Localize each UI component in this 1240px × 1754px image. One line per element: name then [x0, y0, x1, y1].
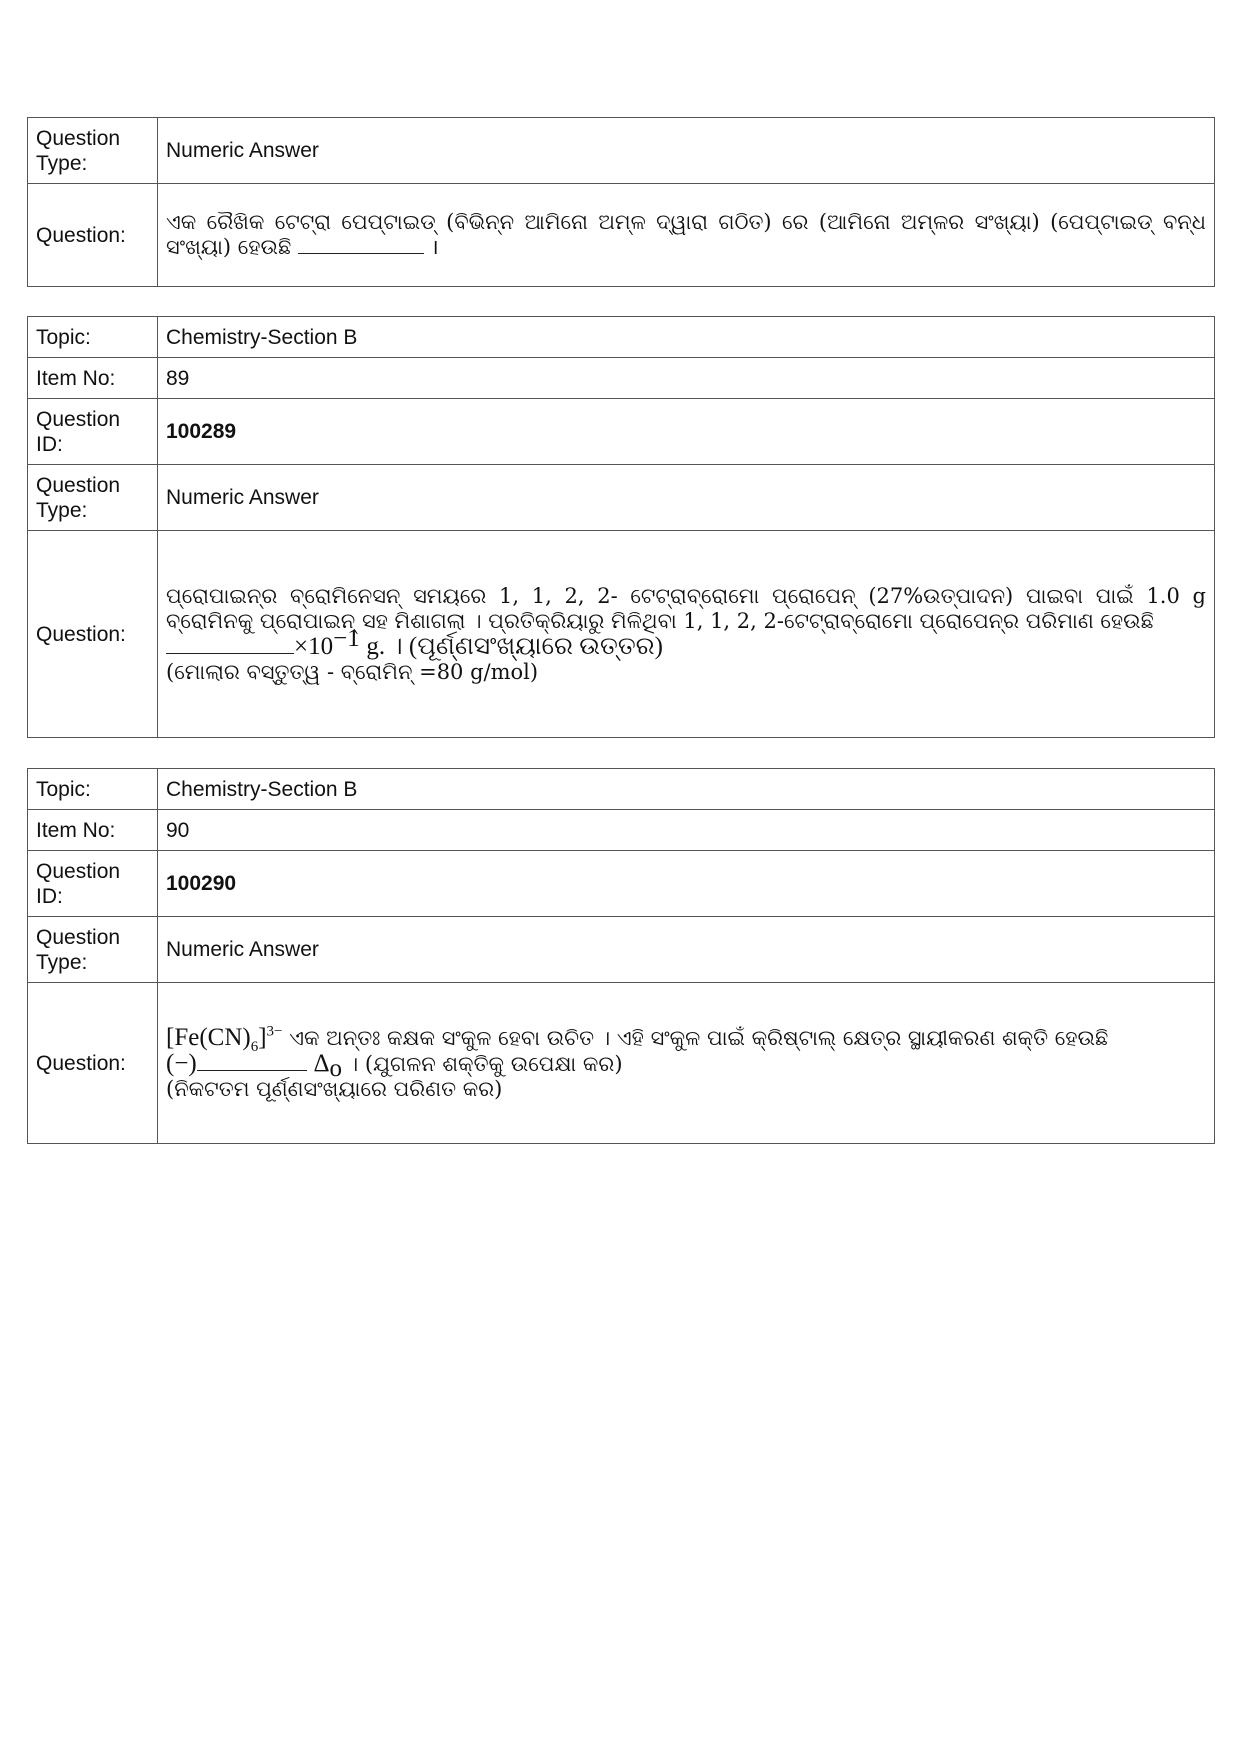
question-id-value: 100289 [158, 399, 1215, 465]
question-type-label: Question Type: [28, 465, 158, 531]
answer-blank [197, 1052, 307, 1071]
minus-sign: (−) [166, 1049, 197, 1077]
delta-subscript: o [329, 1054, 343, 1082]
question-id-row [28, 399, 1215, 465]
question-line-2 [166, 1049, 1206, 1082]
times-ten: ×10 [294, 632, 334, 660]
question-type-row [28, 917, 1215, 983]
question-text-cell [158, 983, 1215, 1144]
question-text: ଏକ ରୈଖିକ ଟେଟ୍ରା ପେପ୍‌ଟାଇଡ୍ (ବିଭିନ୍ନ ଆମିନୋ ଅମ୍ଳ ଦ୍ୱାରା ଗଠିତ) ରେ (ଆମିନୋ ଅମ୍ଳର ସଂଖ୍ୟା) (ପେପ୍‌ଟାଇଡ୍ ବନ୍ଧ ସଂଖ୍ୟା) ହେଉଛି [166, 210, 1206, 259]
question-text-cell [158, 184, 1215, 287]
answer-blank [166, 635, 294, 654]
question-type-row [28, 465, 1215, 531]
topic-label: Topic: [28, 317, 158, 358]
question-type-label: Question Type: [28, 118, 158, 184]
question-row [28, 184, 1215, 287]
exponent: −1 [333, 624, 360, 652]
answer-blank [298, 235, 424, 254]
question-line-2 [166, 624, 1206, 660]
question-label: Question: [28, 184, 158, 287]
formula-charge: 3− [266, 1023, 283, 1040]
question-id-row [28, 851, 1215, 917]
item-no-label: Item No: [28, 810, 158, 851]
question-block-3 [27, 768, 1215, 1144]
question-line-1 [166, 1023, 1206, 1055]
topic-label: Topic: [28, 769, 158, 810]
topic-value: Chemistry-Section B [158, 317, 1215, 358]
question-type-value: Numeric Answer [158, 465, 1215, 531]
item-no-value: 89 [158, 358, 1215, 399]
unit-text: g. । (ପୂର୍ଣ୍ଣସଂଖ୍ୟାରେ ଉତ୍ତର) [366, 632, 663, 660]
question-type-label: Question Type: [28, 917, 158, 983]
question-row [28, 531, 1215, 738]
question-block-1 [27, 117, 1215, 287]
question-text: ଏକ ଅନ୍ତଃ କକ୍ଷକ ସଂକୁଳ ହେବା ଉଚିତ । ଏହି ସଂକୁଳ ପାଇଁ କ୍ରିଷ୍ଟାଲ୍ କ୍ଷେତ୍ର ସ୍ଥାୟୀକରଣ ଶକ୍ତି ହେଉଛି [289, 1025, 1109, 1050]
question-end: । [430, 235, 439, 259]
question-id-label: Question ID: [28, 399, 158, 465]
question-line-3 [166, 1077, 1206, 1102]
formula-subscript: 6 [250, 1038, 259, 1055]
topic-row [28, 769, 1215, 810]
item-no-value: 90 [158, 810, 1215, 851]
item-no-label: Item No: [28, 358, 158, 399]
complex-formula [166, 1023, 283, 1055]
question-label: Question: [28, 983, 158, 1144]
question-id-label: Question ID: [28, 851, 158, 917]
delta-symbol: Δ [313, 1049, 330, 1077]
question-row [28, 983, 1215, 1144]
question-type-value: Numeric Answer [158, 118, 1215, 184]
question-line-1 [166, 584, 1206, 634]
question-line-3 [166, 660, 1206, 685]
question-type-row [28, 118, 1215, 184]
item-no-row [28, 358, 1215, 399]
question-id-value: 100290 [158, 851, 1215, 917]
item-no-row [28, 810, 1215, 851]
question-text-cell [158, 531, 1215, 738]
formula-close: ] [258, 1023, 267, 1051]
question-block-2 [27, 316, 1215, 738]
pairing-note: । (ଯୁଗଳନ ଶକ୍ତିକୁ ଉପେକ୍ଷା କର) [348, 1051, 623, 1076]
question-text: ପ୍ରୋପାଇନ୍‌ର ବ୍ରୋମିନେସନ୍ ସମୟରେ 1, 1, 2, 2- ଟେଟ୍ରାବ୍ରୋମୋ ପ୍ରୋପେନ୍ (27%ଉତ୍ପାଦନ) ପାଇବା ପାଇଁ 1.0 g ବ୍ରୋମିନକୁ ପ୍ରୋପାଇନ୍ ସହ ମିଶାଗଲା । ପ୍ରତିକ୍ରିୟାରୁ ମିଳିଥିବା 1, 1, 2, 2-ଟେଟ୍ରାବ୍ରୋମୋ ପ୍ରୋପେନ୍‌ର ପରିମାଣ ହେଉଛି [166, 583, 1206, 633]
molar-mass-note: (ମୋଲାର ବସ୍ତୁତ୍ୱ - ବ୍ରୋମିନ୍ =80 g/mol) [166, 659, 539, 684]
question-label: Question: [28, 531, 158, 738]
question-type-value: Numeric Answer [158, 917, 1215, 983]
rounding-note: (ନିକଟତମ ପୂର୍ଣ୍ଣସଂଖ୍ୟାରେ ପରିଣତ କର) [166, 1076, 503, 1101]
topic-value: Chemistry-Section B [158, 769, 1215, 810]
topic-row [28, 317, 1215, 358]
formula-base: [Fe(CN) [166, 1023, 251, 1051]
